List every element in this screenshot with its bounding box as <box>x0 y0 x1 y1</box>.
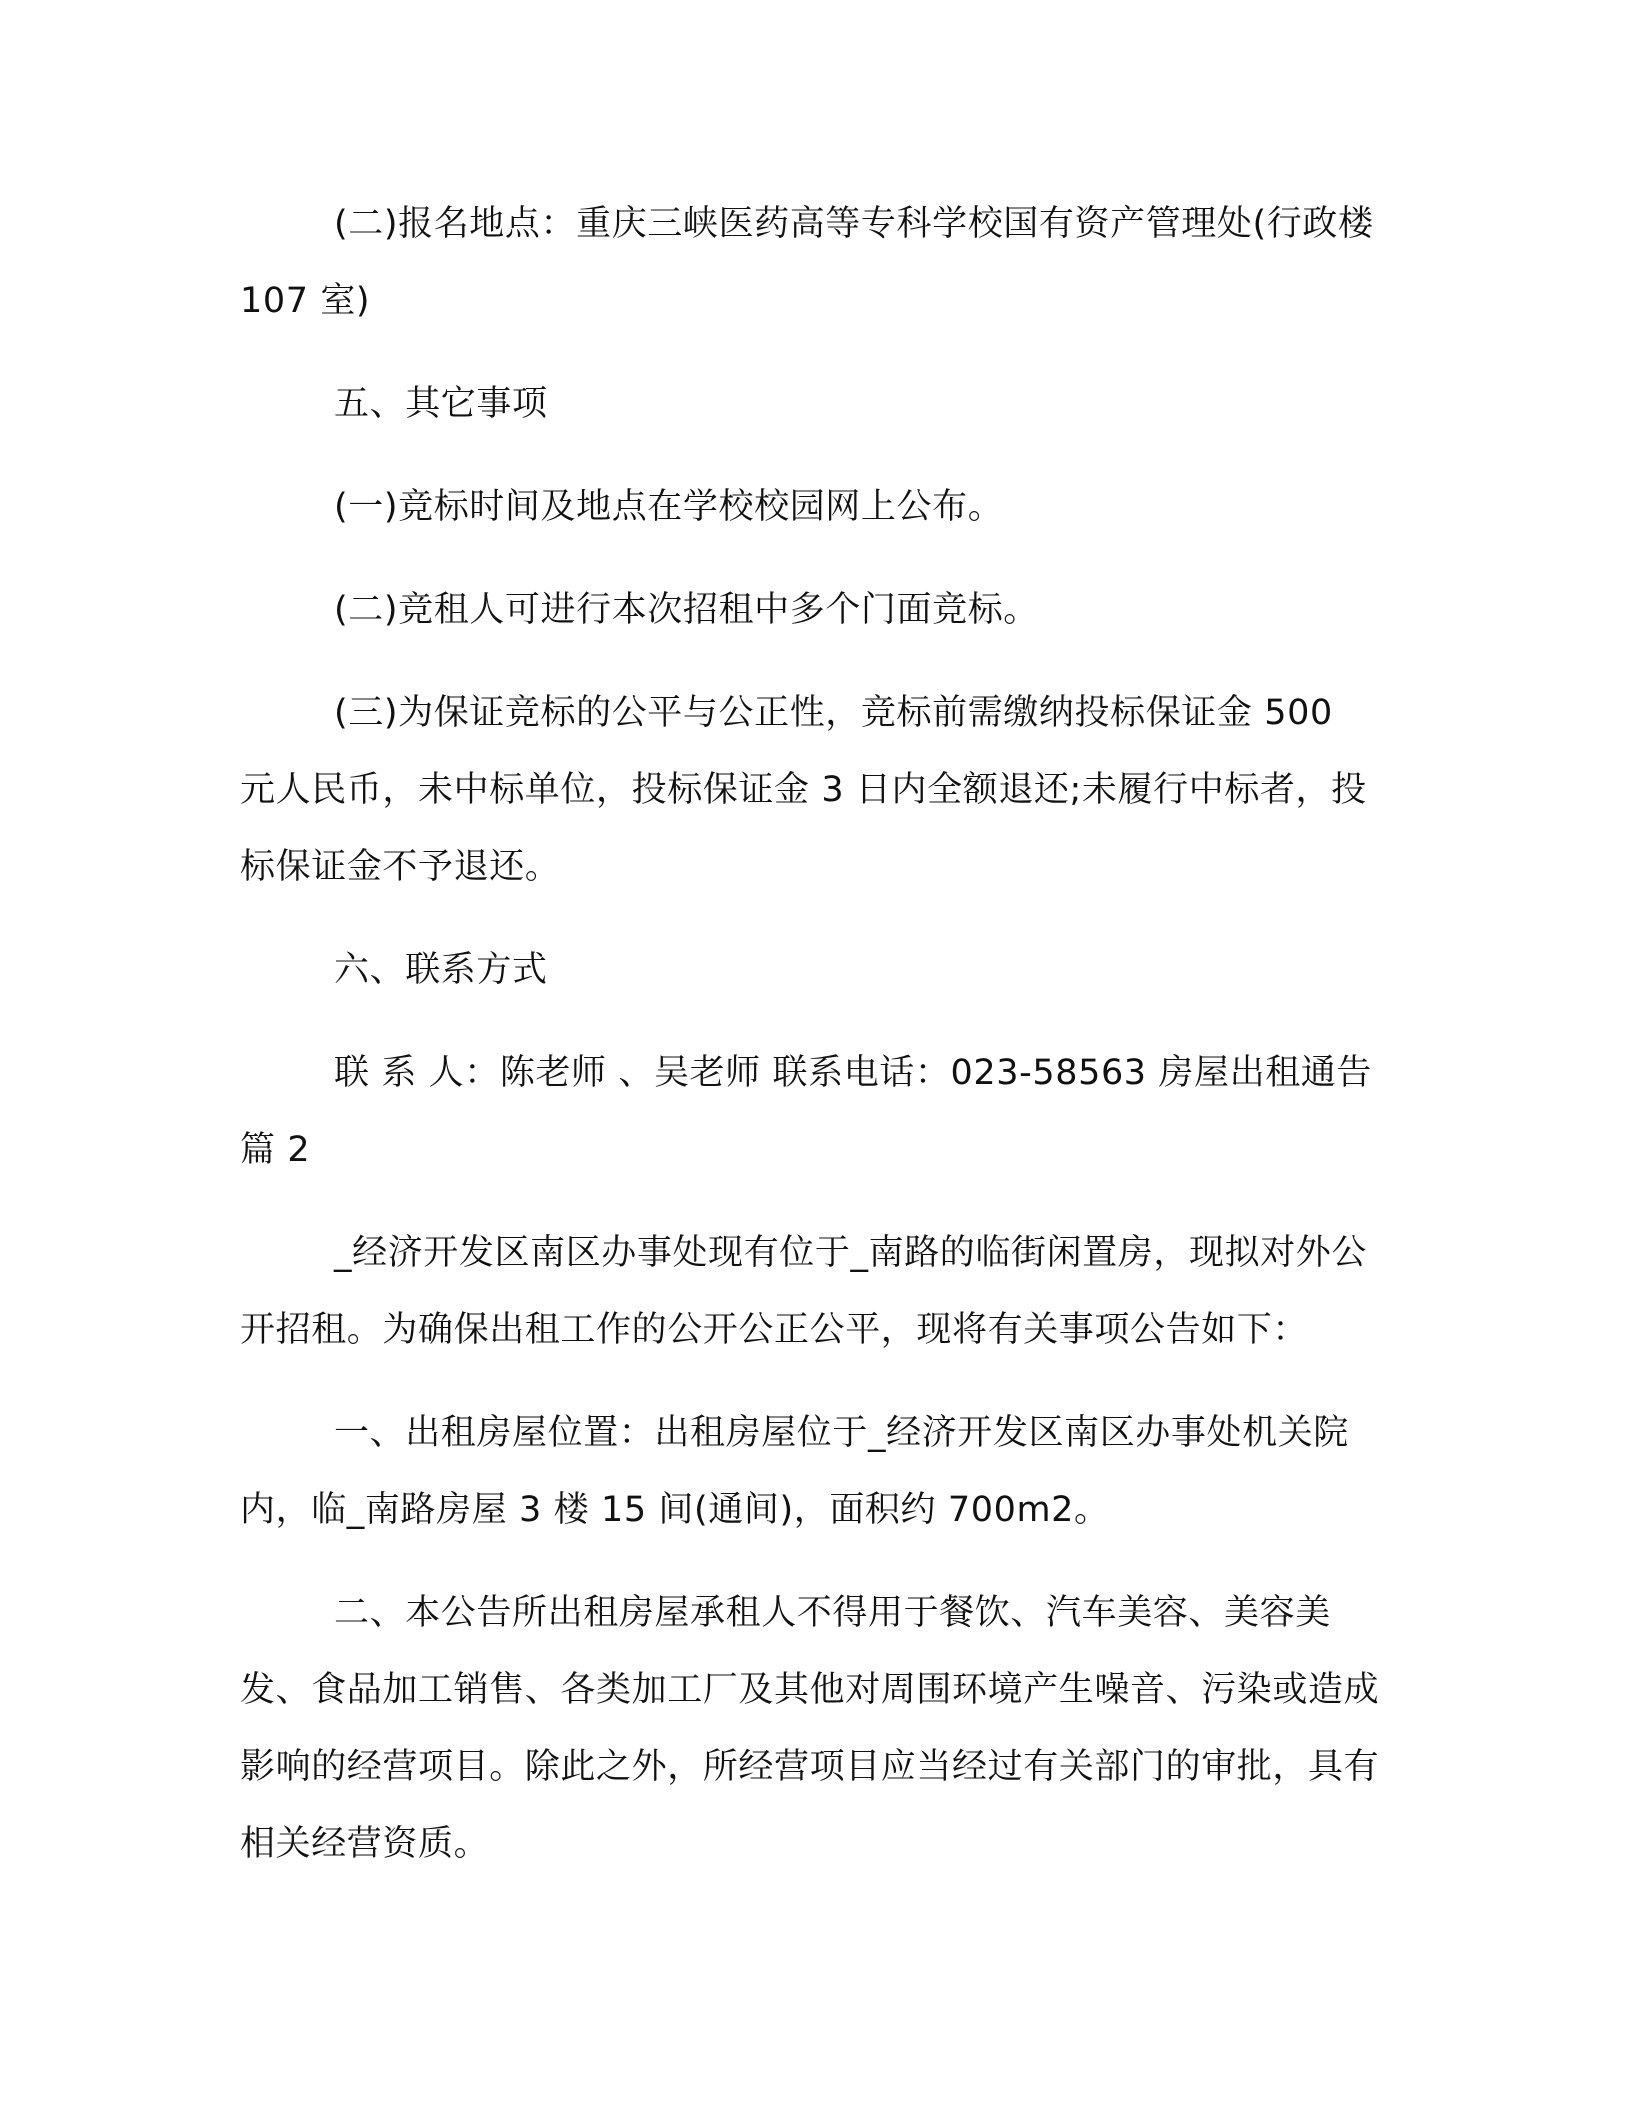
bid-time-paragraph: (一)竞标时间及地点在学校校园网上公布。 <box>334 487 1004 527</box>
usage-restriction-paragraph: 二、本公告所出租房屋承租人不得用于餐饮、汽车美容、美容美发、食品加工销售、各类加工厂及其他对周围环境产生噪音、污染或造成影响的经营项目。除此之外，所经营项目应当经过有关部门的审批，具有相关经营资质。 <box>240 1593 1380 1864</box>
rental-intro-paragraph: _经济开发区南区办事处现有位于_南路的临街闲置房，现拟对外公开招租。为确保出租工作的公开公正公平，现将有关事项公告如下： <box>240 1233 1368 1350</box>
section-other-matters-heading: 五、其它事项 <box>334 384 548 424</box>
deposit-paragraph: (三)为保证竞标的公平与公正性，竞标前需缴纳投标保证金 500 元人民币，未中标单位，投标保证金 3 日内全额退还;未履行中标者，投标保证金不予退还。 <box>240 693 1367 887</box>
document-body <box>240 186 1380 1883</box>
contact-paragraph: 联 系 人：陈老师 、吴老师 联系电话：023-58563 房屋出租通告篇 2 <box>240 1053 1373 1170</box>
section-contact-heading: 六、联系方式 <box>334 950 548 990</box>
registration-location-paragraph: (二)报名地点：重庆三峡医药高等专科学校国有资产管理处(行政楼 107 室) <box>240 204 1374 321</box>
multiple-bids-paragraph: (二)竞租人可进行本次招租中多个门面竞标。 <box>334 590 1039 630</box>
rental-location-paragraph: 一、出租房屋位置：出租房屋位于_经济开发区南区办事处机关院内，临_南路房屋 3 楼 15 间(通间)，面积约 700m2。 <box>240 1413 1349 1530</box>
